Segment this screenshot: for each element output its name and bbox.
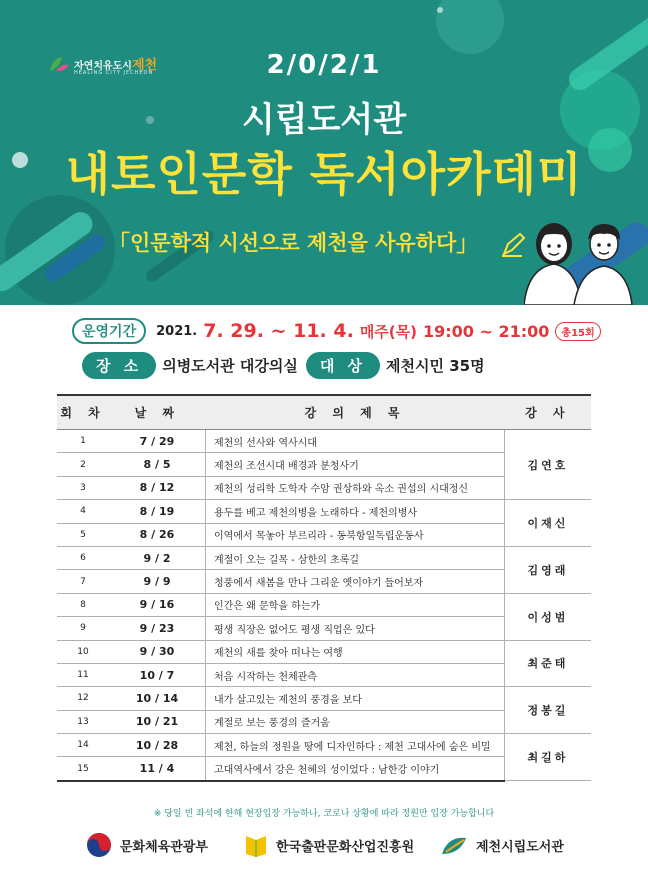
target-value: 제천시민 35명 xyxy=(386,357,485,375)
table-cell-lecturer: 최준태 xyxy=(505,640,592,687)
table-cell-no: 3 xyxy=(57,476,109,499)
header-title: 강 의 제 목 xyxy=(206,395,505,430)
target-label: 대 상 xyxy=(306,352,380,379)
period-time: 19:00 ~ 21:00 xyxy=(423,321,550,341)
table-cell-date: 9 / 16 xyxy=(109,593,206,616)
table-cell-date: 10 / 28 xyxy=(109,734,206,757)
logo-text: 자연치유도시 xyxy=(74,61,132,72)
table-cell-date: 9 / 30 xyxy=(109,640,206,663)
taegeuk-icon xyxy=(86,832,112,858)
place-target-row xyxy=(82,352,493,379)
schedule-table xyxy=(57,394,591,782)
period-year: 2021. xyxy=(156,323,198,339)
logo-subtext: HEALING CITY JECHEON xyxy=(74,70,154,76)
table-cell-lecturer: 김연호 xyxy=(505,430,592,500)
table-cell-lecturer: 정봉길 xyxy=(505,687,592,734)
table-cell-date: 9 / 2 xyxy=(109,546,206,569)
table-cell-title: 제천의 성리학 도학자 수암 권상하와 옥소 권섭의 시대정신 xyxy=(206,476,505,499)
table-cell-date: 10 / 14 xyxy=(109,687,206,710)
header-date: 날 짜 xyxy=(109,395,206,430)
table-cell-no: 7 xyxy=(57,570,109,593)
year-heading: 2/0/2/1 xyxy=(266,50,382,80)
header-no: 회 차 xyxy=(57,395,109,430)
table-header-row xyxy=(57,395,591,430)
table-cell-no: 8 xyxy=(57,593,109,616)
book-icon xyxy=(244,832,268,858)
header-banner xyxy=(0,0,648,305)
table-cell-date: 8 / 26 xyxy=(109,523,206,546)
pencil-icon xyxy=(500,232,526,258)
table-cell-date: 8 / 12 xyxy=(109,476,206,499)
table-cell-title: 계절로 보는 풍경의 즐거움 xyxy=(206,710,505,733)
period-row xyxy=(72,318,601,344)
table-row xyxy=(57,430,591,453)
table-row xyxy=(57,640,591,663)
tagline xyxy=(108,224,478,260)
footer-logos xyxy=(0,832,648,872)
table-cell-no: 14 xyxy=(57,734,109,757)
library-subtitle: 시립도서관 xyxy=(241,100,407,140)
table-cell-date: 8 / 19 xyxy=(109,500,206,523)
logo-accent: 제천 xyxy=(131,58,158,73)
table-cell-no: 6 xyxy=(57,546,109,569)
tagline-close-bracket: 」 xyxy=(456,231,479,257)
table-cell-title: 제천, 하늘의 정원을 땅에 디자인하다 : 제천 고대사에 숨은 비밀 xyxy=(206,734,505,757)
kpipa-name: 한국출판문화산업진흥원 xyxy=(276,839,415,855)
session-count-badge: 총15회 xyxy=(555,322,600,341)
people-illustration xyxy=(524,212,634,305)
table-cell-no: 2 xyxy=(57,453,109,476)
table-cell-title: 제천의 조선시대 배경과 분청사기 xyxy=(206,453,505,476)
table-cell-no: 4 xyxy=(57,500,109,523)
table-row xyxy=(57,546,591,569)
table-cell-no: 10 xyxy=(57,640,109,663)
period-weekday: 매주(목) xyxy=(359,322,417,341)
table-cell-date: 9 / 23 xyxy=(109,617,206,640)
library-logo xyxy=(440,832,564,858)
table-row xyxy=(57,687,591,710)
table-row xyxy=(57,734,591,757)
library-name: 제천시립도서관 xyxy=(476,839,564,855)
header-lecturer: 강 사 xyxy=(505,395,592,430)
place-value: 의병도서관 대강의실 xyxy=(162,357,298,375)
table-cell-lecturer: 최길하 xyxy=(505,734,592,781)
tagline-text: 인문학적 시선으로 제천을 사유하다 xyxy=(130,231,457,255)
table-row xyxy=(57,593,591,616)
main-title: 내토인문학 독서아카데미 xyxy=(65,147,583,201)
table-cell-no: 15 xyxy=(57,757,109,781)
table-cell-lecturer: 이성범 xyxy=(505,593,592,640)
table-cell-title: 용두를 베고 제천의병을 노래하다 - 제천의병사 xyxy=(206,500,505,523)
period-dates: 7. 29. ~ 11. 4. xyxy=(203,320,354,342)
table-cell-date: 9 / 9 xyxy=(109,570,206,593)
library-leaf-icon xyxy=(440,832,468,858)
table-cell-title: 고대역사에서 강은 천혜의 성이었다 : 남한강 이야기 xyxy=(206,757,505,781)
table-cell-no: 12 xyxy=(57,687,109,710)
table-row xyxy=(57,500,591,523)
table-cell-title: 제천의 새를 찾아 떠나는 여행 xyxy=(206,640,505,663)
period-label: 운영기간 xyxy=(72,318,146,344)
ministry-name: 문화체육관광부 xyxy=(120,839,208,855)
table-cell-lecturer: 김영래 xyxy=(505,546,592,593)
table-cell-date: 7 / 29 xyxy=(109,430,206,453)
table-cell-title: 계절이 오는 길목 - 삼한의 초록길 xyxy=(206,546,505,569)
table-cell-title: 청풍에서 새봄을 만나 그리운 옛이야기 들어보자 xyxy=(206,570,505,593)
table-cell-lecturer: 이재신 xyxy=(505,500,592,547)
table-cell-no: 5 xyxy=(57,523,109,546)
table-cell-no: 11 xyxy=(57,663,109,686)
notice-text: ※ 당일 빈 좌석에 한해 현장입장 가능하나, 코로나 상황에 따라 정원만 입장 가능합니다 xyxy=(153,809,495,819)
ministry-logo xyxy=(86,832,208,858)
table-cell-title: 평생 직장은 없어도 평생 직업은 있다 xyxy=(206,617,505,640)
table-cell-no: 13 xyxy=(57,710,109,733)
table-cell-title: 내가 살고있는 제천의 풍경을 보다 xyxy=(206,687,505,710)
table-cell-date: 10 / 21 xyxy=(109,710,206,733)
kpipa-logo xyxy=(244,832,414,858)
table-cell-title: 인간은 왜 문학을 하는가 xyxy=(206,593,505,616)
table-cell-title: 이역에서 목놓아 부르리라 - 동북항일독립운동사 xyxy=(206,523,505,546)
table-cell-no: 9 xyxy=(57,617,109,640)
table-cell-no: 1 xyxy=(57,430,109,453)
table-cell-date: 11 / 4 xyxy=(109,757,206,781)
table-cell-date: 8 / 5 xyxy=(109,453,206,476)
table-cell-title: 제천의 선사와 역사시대 xyxy=(206,430,505,453)
place-label: 장 소 xyxy=(82,352,156,379)
table-cell-title: 처음 시작하는 천체관측 xyxy=(206,663,505,686)
table-cell-date: 10 / 7 xyxy=(109,663,206,686)
tagline-open-bracket: 「 xyxy=(108,231,131,257)
